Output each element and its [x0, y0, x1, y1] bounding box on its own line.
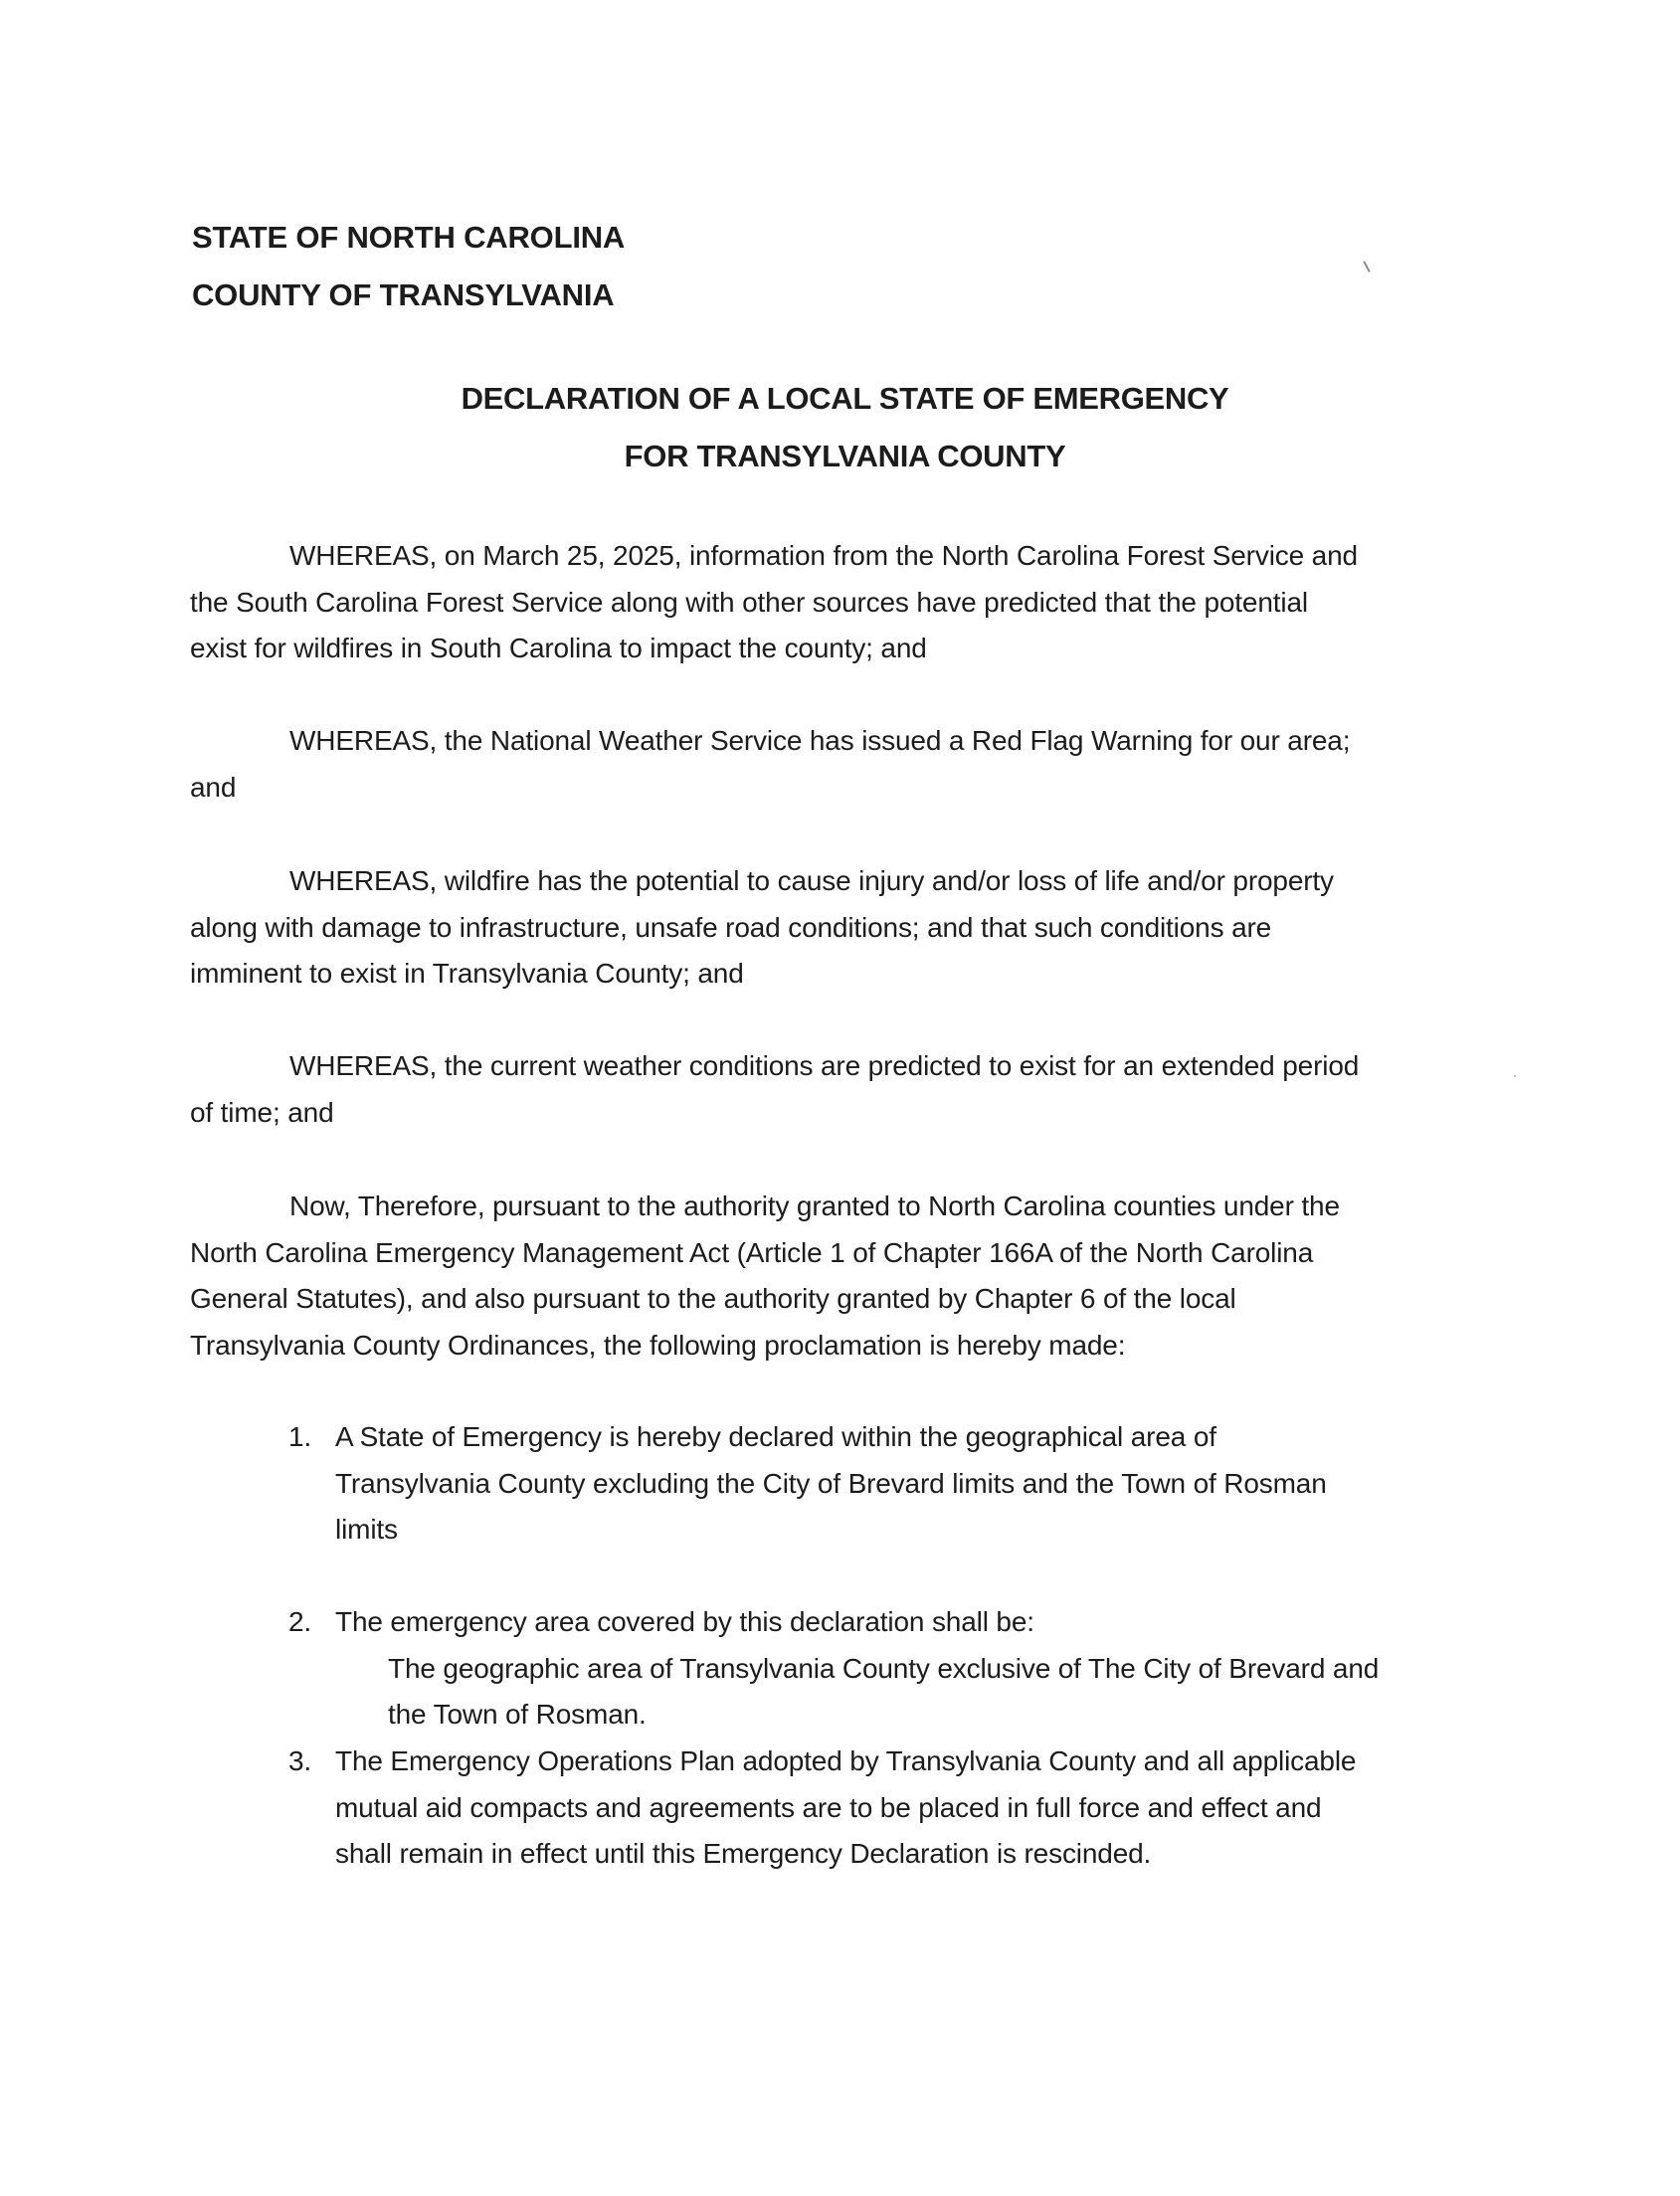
paragraph-line: North Carolina Emergency Management Act (Article 1 of Chapter 166A of the North Carolina	[190, 1236, 1314, 1268]
list-sub-line: The geographic area of Transylvania County exclusive of The City of Brevard and	[388, 1652, 1380, 1684]
paragraph-line: WHEREAS, wildfire has the potential to cause injury and/or loss of life and/or property	[289, 865, 1334, 896]
list-line: A State of Emergency is hereby declared within the geographical area of	[335, 1421, 1216, 1452]
proclamation-paragraph	[190, 1184, 1493, 1369]
paragraph-line: WHEREAS, the National Weather Service has issued a Red Flag Warning for our area;	[289, 725, 1351, 756]
paragraph-line: the South Carolina Forest Service along with other sources have predicted that the potential	[190, 586, 1308, 618]
list-sub-line: the Town of Rosman.	[388, 1699, 647, 1730]
county-line: COUNTY OF TRANSYLVANIA	[192, 277, 615, 312]
paragraph-line: WHEREAS, the current weather conditions are predicted to exist for an extended period	[289, 1050, 1360, 1081]
whereas-paragraph-3	[190, 858, 1493, 998]
list-line: limits	[335, 1514, 398, 1545]
title-line-1: DECLARATION OF A LOCAL STATE OF EMERGENCY	[461, 381, 1229, 416]
whereas-paragraph-2	[190, 718, 1493, 811]
title-line-2: FOR TRANSYLVANIA COUNTY	[624, 439, 1066, 473]
list-number: 1.	[288, 1421, 312, 1452]
scan-speck	[1514, 1075, 1516, 1077]
whereas-paragraph-1	[190, 533, 1493, 672]
list-number: 3.	[288, 1745, 312, 1776]
paragraph-line: WHEREAS, on March 25, 2025, information from the North Carolina Forest Service and	[289, 540, 1358, 571]
list-line: The Emergency Operations Plan adopted by Transylvania County and all applicable	[335, 1745, 1357, 1776]
list-line: Transylvania County excluding the City of Brevard limits and the Town of Rosman	[335, 1467, 1327, 1499]
paragraph-line: Now, Therefore, pursuant to the authority granted to North Carolina counties under the	[289, 1190, 1340, 1221]
state-line: STATE OF NORTH CAROLINA	[192, 220, 626, 255]
list-line: mutual aid compacts and agreements are to be placed in full force and effect and	[335, 1791, 1322, 1823]
paragraph-line: General Statutes), and also pursuant to the authority granted by Chapter 6 of the local	[190, 1283, 1236, 1314]
scan-mark	[1363, 261, 1370, 273]
paragraph-line: Transylvania County Ordinances, the following proclamation is hereby made:	[190, 1329, 1126, 1361]
paragraph-line: along with damage to infrastructure, unsafe road conditions; and that such conditions are	[190, 911, 1272, 943]
paragraph-line: of time; and	[190, 1096, 334, 1128]
list-line: shall remain in effect until this Emergency Declaration is rescinded.	[335, 1838, 1152, 1869]
list-line: The emergency area covered by this declaration shall be:	[335, 1606, 1034, 1637]
paragraph-line: imminent to exist in Transylvania County; and	[190, 958, 744, 989]
paragraph-line: exist for wildfires in South Carolina to impact the county; and	[190, 633, 927, 663]
paragraph-line: and	[190, 771, 237, 803]
whereas-paragraph-4	[190, 1043, 1493, 1136]
document-title	[0, 370, 1680, 485]
list-number: 2.	[288, 1606, 312, 1637]
jurisdiction-heading	[192, 209, 625, 324]
